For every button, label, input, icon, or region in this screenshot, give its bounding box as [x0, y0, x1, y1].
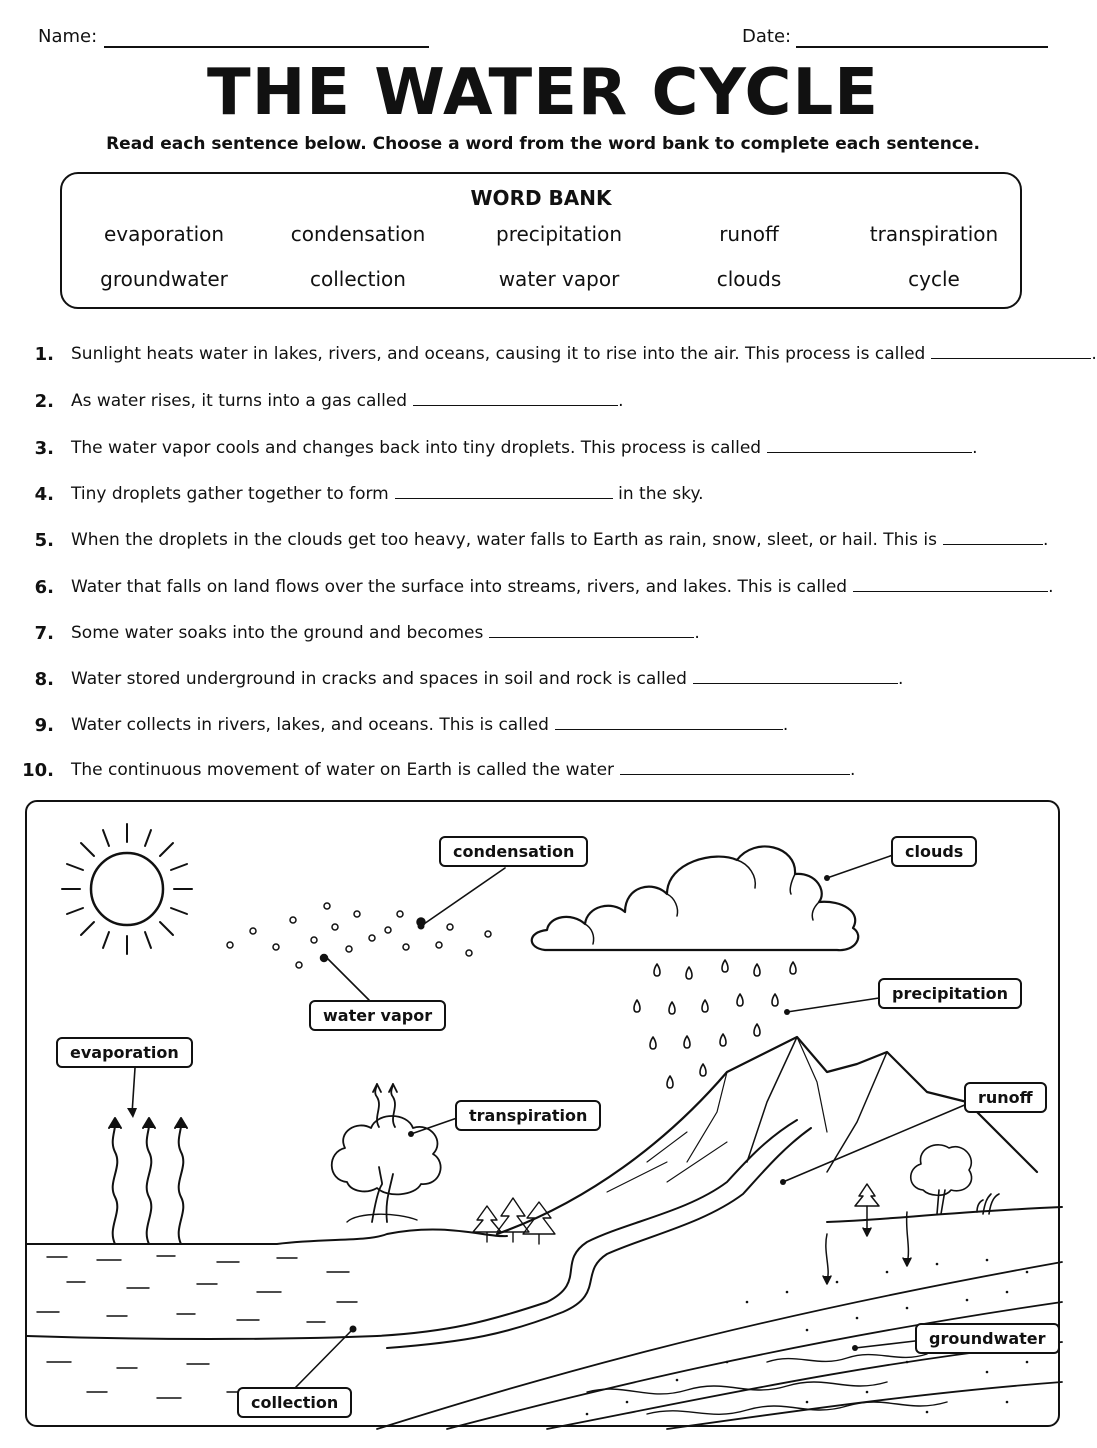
answer-blank[interactable] [853, 577, 1048, 592]
name-label: Name: [38, 26, 98, 47]
question-text: The water vapor cools and changes back into tiny droplets. This process is called [71, 438, 762, 458]
diagram-label-groundwater: groundwater [915, 1323, 1060, 1354]
tree-icon [332, 1116, 441, 1222]
answer-blank[interactable] [767, 438, 972, 453]
question-number: 9. [34, 715, 54, 736]
question-text-after: . [782, 715, 789, 735]
word-bank-word: condensation [290, 222, 426, 246]
question-number: 3. [34, 438, 54, 459]
answer-blank[interactable] [555, 715, 783, 730]
question-text: Sunlight heats water in lakes, rivers, and oceans, causing it to rise into the air. This process is called [71, 344, 926, 364]
answer-blank[interactable] [413, 391, 618, 406]
word-bank-word: groundwater [100, 267, 228, 291]
question-text-after: in the sky. [612, 484, 704, 504]
question-text-after: . [618, 391, 624, 411]
question-text-after: . [850, 760, 856, 780]
word-bank-word: cycle [908, 267, 960, 291]
date-field-line[interactable] [796, 46, 1048, 48]
raindrop-icon [634, 960, 796, 1088]
question-text: The continuous movement of water on Earth is called the water [71, 760, 615, 780]
answer-blank[interactable] [620, 760, 850, 775]
question-text: Tiny droplets gather together to form [71, 484, 389, 504]
water-vapor-dots [227, 903, 491, 968]
question-text-after: . [1091, 344, 1097, 364]
page-title: THE WATER CYCLE [207, 56, 879, 130]
name-date-row [38, 22, 1048, 52]
diagram-label-collection: collection [237, 1387, 352, 1418]
question-number: 6. [34, 577, 54, 598]
sun-icon [62, 824, 192, 954]
question-text-after: . [1042, 530, 1049, 550]
tree-icon [911, 1145, 999, 1214]
diagram-label-runoff: runoff [964, 1082, 1047, 1113]
word-bank-word: evaporation [103, 222, 225, 246]
word-bank-title: WORD BANK [470, 186, 612, 210]
word-bank-word: precipitation [496, 222, 622, 246]
name-field-line[interactable] [104, 46, 429, 48]
diagram-label-precipitation: precipitation [878, 978, 1022, 1009]
question-number: 4. [34, 484, 54, 505]
answer-blank[interactable] [693, 669, 898, 684]
diagram-label-water-vapor: water vapor [309, 1000, 446, 1031]
diagram-label-condensation: condensation [439, 836, 588, 867]
answer-blank[interactable] [489, 623, 694, 638]
question-text: As water rises, it turns into a gas called [71, 391, 408, 411]
word-bank-word: water vapor [498, 267, 620, 291]
word-bank-word: clouds [716, 267, 782, 291]
question-text: When the droplets in the clouds get too heavy, water falls to Earth as rain, snow, sleet, or hail. This is [71, 530, 937, 550]
instructions: Read each sentence below. Choose a word from the word bank to complete each sentence. [106, 134, 980, 154]
water-cycle-diagram [25, 800, 1060, 1427]
arrow-up-icon [109, 1118, 187, 1244]
question-text: Water collects in rivers, lakes, and oceans. This is called [71, 715, 549, 735]
question-number: 7. [34, 623, 54, 644]
question-text-after: . [972, 438, 978, 458]
answer-blank[interactable] [395, 484, 613, 499]
word-bank-word: runoff [719, 222, 779, 246]
answer-blank[interactable] [931, 344, 1091, 359]
diagram-label-evaporation: evaporation [56, 1037, 193, 1068]
question-text: Some water soaks into the ground and becomes [71, 623, 484, 643]
pine-tree-icon [473, 1198, 555, 1244]
answer-blank[interactable] [943, 530, 1043, 545]
word-bank-word: collection [310, 267, 406, 291]
date-label: Date: [742, 26, 792, 47]
mountain-icon [497, 1037, 1037, 1234]
diagram-label-clouds: clouds [891, 836, 977, 867]
word-bank-word: transpiration [869, 222, 999, 246]
word-bank [60, 172, 1022, 309]
arrow-down-icon [823, 1184, 911, 1284]
question-text: Water that falls on land flows over the surface into streams, rivers, and lakes. This is called [71, 577, 848, 597]
question-text-after: . [897, 669, 904, 689]
question-number: 2. [34, 391, 54, 412]
question-number: 1. [34, 344, 54, 365]
diagram-label-transpiration: transpiration [455, 1100, 601, 1131]
question-number: 10. [22, 760, 54, 781]
question-number: 5. [34, 530, 54, 551]
question-text-after: . [694, 623, 700, 643]
question-number: 8. [34, 669, 54, 690]
question-text: Water stored underground in cracks and spaces in soil and rock is called [71, 669, 687, 689]
question-text-after: . [1048, 577, 1054, 597]
